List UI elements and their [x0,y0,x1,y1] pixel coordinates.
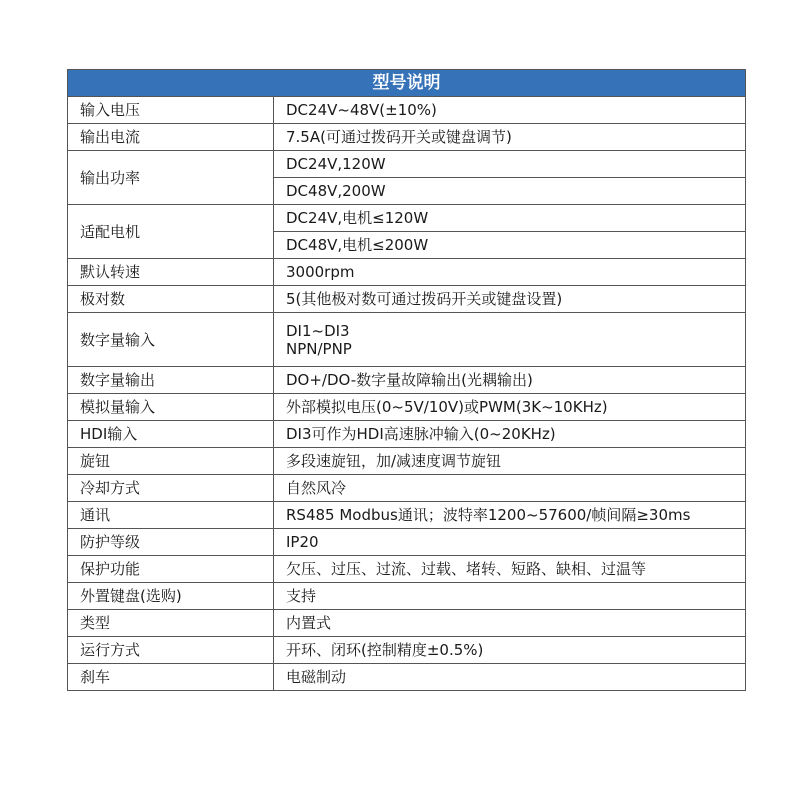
row-value: 开环、闭环(控制精度±0.5%) [274,637,746,664]
row-value: 电磁制动 [274,664,746,691]
table-row [68,151,746,178]
table-row [68,529,746,556]
row-value: 多段速旋钮，加/减速度调节旋钮 [274,448,746,475]
row-label: 冷却方式 [68,475,274,502]
table-row [68,394,746,421]
table-row [68,124,746,151]
row-value: 自然风冷 [274,475,746,502]
row-label: 类型 [68,610,274,637]
row-label: 输出电流 [68,124,274,151]
table-row [68,367,746,394]
row-value: 3000rpm [274,259,746,286]
row-label: 防护等级 [68,529,274,556]
row-label: 输出功率 [68,151,274,205]
table-row [68,583,746,610]
spec-table [67,69,746,691]
row-value: DC24V,电机≤120W [274,205,746,232]
row-value: IP20 [274,529,746,556]
row-value: 7.5A(可通过拨码开关或键盘调节) [274,124,746,151]
table-row [68,556,746,583]
row-value: 外部模拟电压(0~5V/10V)或PWM(3K~10KHz) [274,394,746,421]
table-row [68,637,746,664]
table-row [68,664,746,691]
table-row [68,286,746,313]
row-label: 数字量输入 [68,313,274,367]
table-row [68,475,746,502]
row-label: 保护功能 [68,556,274,583]
row-label: 适配电机 [68,205,274,259]
row-label: 数字量输出 [68,367,274,394]
row-label: 旋钮 [68,448,274,475]
table-row [68,610,746,637]
table-row [68,448,746,475]
row-label: 通讯 [68,502,274,529]
row-value: RS485 Modbus通讯；波特率1200~57600/帧间隔≥30ms [274,502,746,529]
table-row [68,502,746,529]
row-label: 刹车 [68,664,274,691]
row-value: DC48V,电机≤200W [274,232,746,259]
table-row [68,313,746,367]
row-label: 极对数 [68,286,274,313]
row-value [274,313,746,367]
row-value: DI3可作为HDI高速脉冲输入(0~20KHz) [274,421,746,448]
row-label: 外置键盘(选购) [68,583,274,610]
row-value-line: DI1~DI3 [286,321,350,340]
row-value: 支持 [274,583,746,610]
row-value: 5(其他极对数可通过拨码开关或键盘设置) [274,286,746,313]
row-value: DO+/DO-数字量故障输出(光耦输出) [274,367,746,394]
row-value: 欠压、过压、过流、过载、堵转、短路、缺相、过温等 [274,556,746,583]
table-row [68,259,746,286]
row-label: 默认转速 [68,259,274,286]
row-label: 输入电压 [68,97,274,124]
table-title: 型号说明 [68,70,746,97]
row-value: DC24V,120W [274,151,746,178]
row-label: 运行方式 [68,637,274,664]
row-value: 内置式 [274,610,746,637]
table-row [68,97,746,124]
row-value: DC48V,200W [274,178,746,205]
table-header-row [68,70,746,97]
row-label: 模拟量输入 [68,394,274,421]
row-value: DC24V~48V(±10%) [274,97,746,124]
row-value-line: NPN/PNP [286,339,352,358]
table-row [68,421,746,448]
table-row [68,205,746,232]
row-label: HDI输入 [68,421,274,448]
